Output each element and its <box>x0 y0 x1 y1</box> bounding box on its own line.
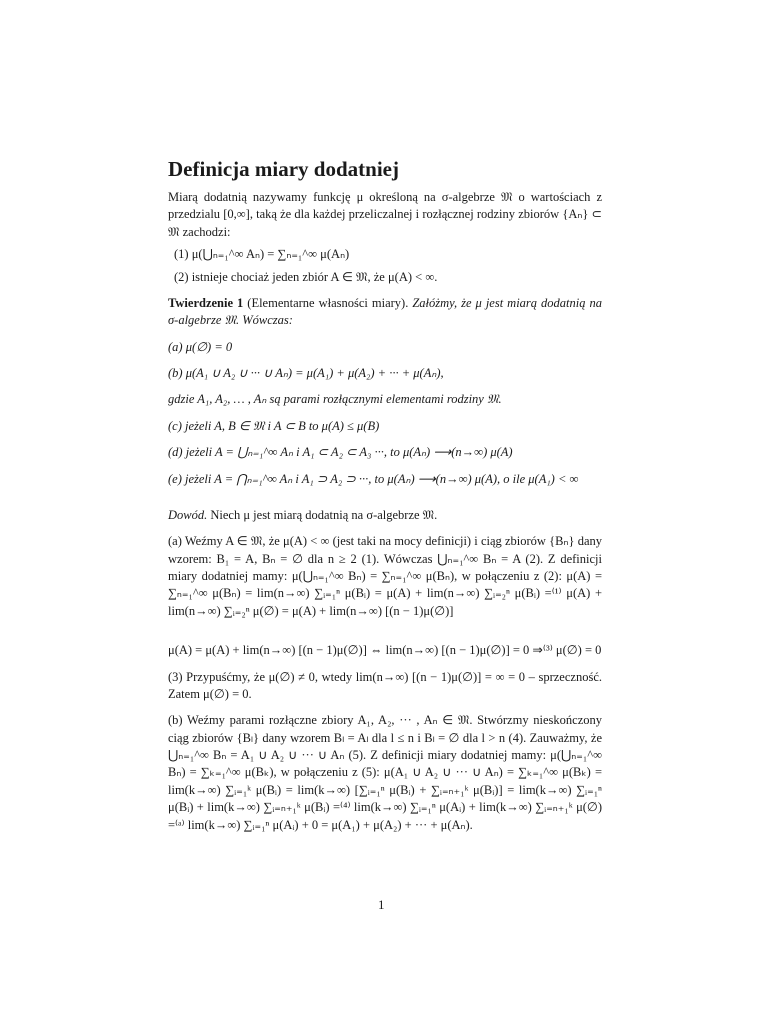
proof-part-a-conclusion: μ(A) = μ(A) + lim(n→∞) [(n − 1)μ(∅)] ⇔ lim(n→∞) [(n − 1)μ(∅)] = 0 ⇒⁽³⁾ μ(∅) = 0 <box>168 643 602 658</box>
theorem-text: Załóżmy, że μ jest miarą dodatnią na σ-algebrze 𝔐. Wówczas: <box>168 295 602 328</box>
theorem-statement <box>168 295 602 330</box>
definition-condition-1: (1) μ(⋃ₙ₌₁^∞ Aₙ) = ∑ₙ₌₁^∞ μ(Aₙ) <box>174 247 350 262</box>
theorem-part-a: (a) μ(∅) = 0 <box>168 339 233 354</box>
proof-part-b: (b) Weźmy parami rozłączne zbiory A₁, A₂, ··· , Aₙ ∈ 𝔐. Stwórzmy nieskończony ciąg zbiorów {Bₗ} dany wzorem Bₗ = Aₗ dla l ≤ n i Bₗ = ∅ dla l > n (4). Zauważmy, że ⋃ₙ₌₁^∞ Bₙ = A₁ ∪ A₂ ∪ ··· ∪ Aₙ (5). Z definicji miary dodatniej mamy: μ(⋃ₙ₌₁^∞ Bₙ) = ∑ₖ₌₁^∞ μ(Bₖ), w połączeniu z (5): μ(A₁ ∪ A₂ ∪ ··· ∪ Aₙ) = ∑ₖ₌₁^∞ μ(Bₖ) = lim(k→∞) ∑ᵢ₌₁ᵏ μ(Bᵢ) = lim(k→∞) [∑ᵢ₌₁ⁿ μ(Bᵢ) + ∑ᵢ₌ₙ₊₁ᵏ μ(Bᵢ)] = lim(k→∞) ∑ᵢ₌₁ⁿ μ(Bᵢ) + lim(k→∞) ∑ᵢ₌ₙ₊₁ᵏ μ(Bᵢ) =⁽⁴⁾ lim(k→∞) ∑ᵢ₌₁ⁿ μ(Aᵢ) + lim(k→∞) ∑ᵢ₌ₙ₊₁ᵏ μ(∅) =⁽ᵃ⁾ lim(k→∞) ∑ᵢ₌₁ⁿ μ(Aᵢ) + 0 = μ(A₁) + μ(A₂) + ··· + μ(Aₙ). <box>168 713 602 832</box>
page-title: Definicja miary dodatniej <box>168 157 399 181</box>
theorem-label: Twierdzenie 1 <box>168 295 244 310</box>
proof-intro <box>168 507 602 524</box>
document-body <box>168 189 602 834</box>
definition-condition-2: (2) istnieje chociaż jeden zbiór A ∈ 𝔐, że μ(A) < ∞. <box>174 269 438 284</box>
proof-intro-text: Niech μ jest miarą dodatnią na σ-algebrze 𝔐. <box>207 507 438 522</box>
theorem-part-b: (b) μ(A₁ ∪ A₂ ∪ ··· ∪ Aₙ) = μ(A₁) + μ(A₂) + ··· + μ(Aₙ), <box>168 366 444 380</box>
theorem-part-d: (d) jeżeli A = ⋃ₙ₌₁^∞ Aₙ i A₁ ⊂ A₂ ⊂ A₃ ···, to μ(Aₙ) ⟶(n→∞) μ(A) <box>168 445 513 460</box>
theorem-part-e: (e) jeżeli A = ⋂ₙ₌₁^∞ Aₙ i A₁ ⊃ A₂ ⊃ ···, to μ(Aₙ) ⟶(n→∞) μ(A), o ile μ(A₁) < ∞ <box>168 471 579 486</box>
proof-label: Dowód. <box>168 507 208 522</box>
definition-intro: Miarą dodatnią nazywamy funkcję μ określoną na σ-algebrze 𝔐 o wartościach z przedzialu [0,∞], taką że dla każdej przeliczalnej i rozłącznej rodziny zbiorów {Aₙ} ⊂ 𝔐 zachodzi: <box>168 190 602 239</box>
theorem-name: (Elementarne własności miary). <box>243 295 409 310</box>
proof-part-a: (a) Weźmy A ∈ 𝔐, że μ(A) < ∞ (jest taki na mocy definicji) i ciąg zbiorów {Bₙ} dany wzorem: B₁ = A, Bₙ = ∅ dla n ≥ 2 (1). Wówczas ⋃ₙ₌₁^∞ Bₙ = A (2). Z definicji miary dodatniej mamy: μ(⋃ₙ₌₁^∞ Bₙ) = ∑ₙ₌₁^∞ μ(Bₙ), w połączeniu z (2): μ(A) = ∑ₙ₌₁^∞ μ(Bₙ) = lim(n→∞) ∑ᵢ₌₁ⁿ μ(Bᵢ) = μ(A) + lim(n→∞) ∑ᵢ₌₂ⁿ μ(Bᵢ) =⁽¹⁾ μ(A) + lim(n→∞) ∑ᵢ₌₂ⁿ μ(∅) = μ(A) + lim(n→∞) [(n − 1)μ(∅)] <box>168 534 602 618</box>
theorem-part-b-note: gdzie A₁, A₂, … , Aₙ są parami rozłącznymi elementami rodziny 𝔐. <box>168 392 502 407</box>
theorem-part-c: (c) jeżeli A, B ∈ 𝔐 i A ⊂ B to μ(A) ≤ μ(B) <box>168 418 380 433</box>
proof-part-a-contradiction: (3) Przypuśćmy, że μ(∅) ≠ 0, wtedy lim(n→∞) [(n − 1)μ(∅)] = ∞ = 0 – sprzeczność. Zatem μ(∅) = 0. <box>168 669 602 701</box>
page-number: 1 <box>378 897 385 912</box>
